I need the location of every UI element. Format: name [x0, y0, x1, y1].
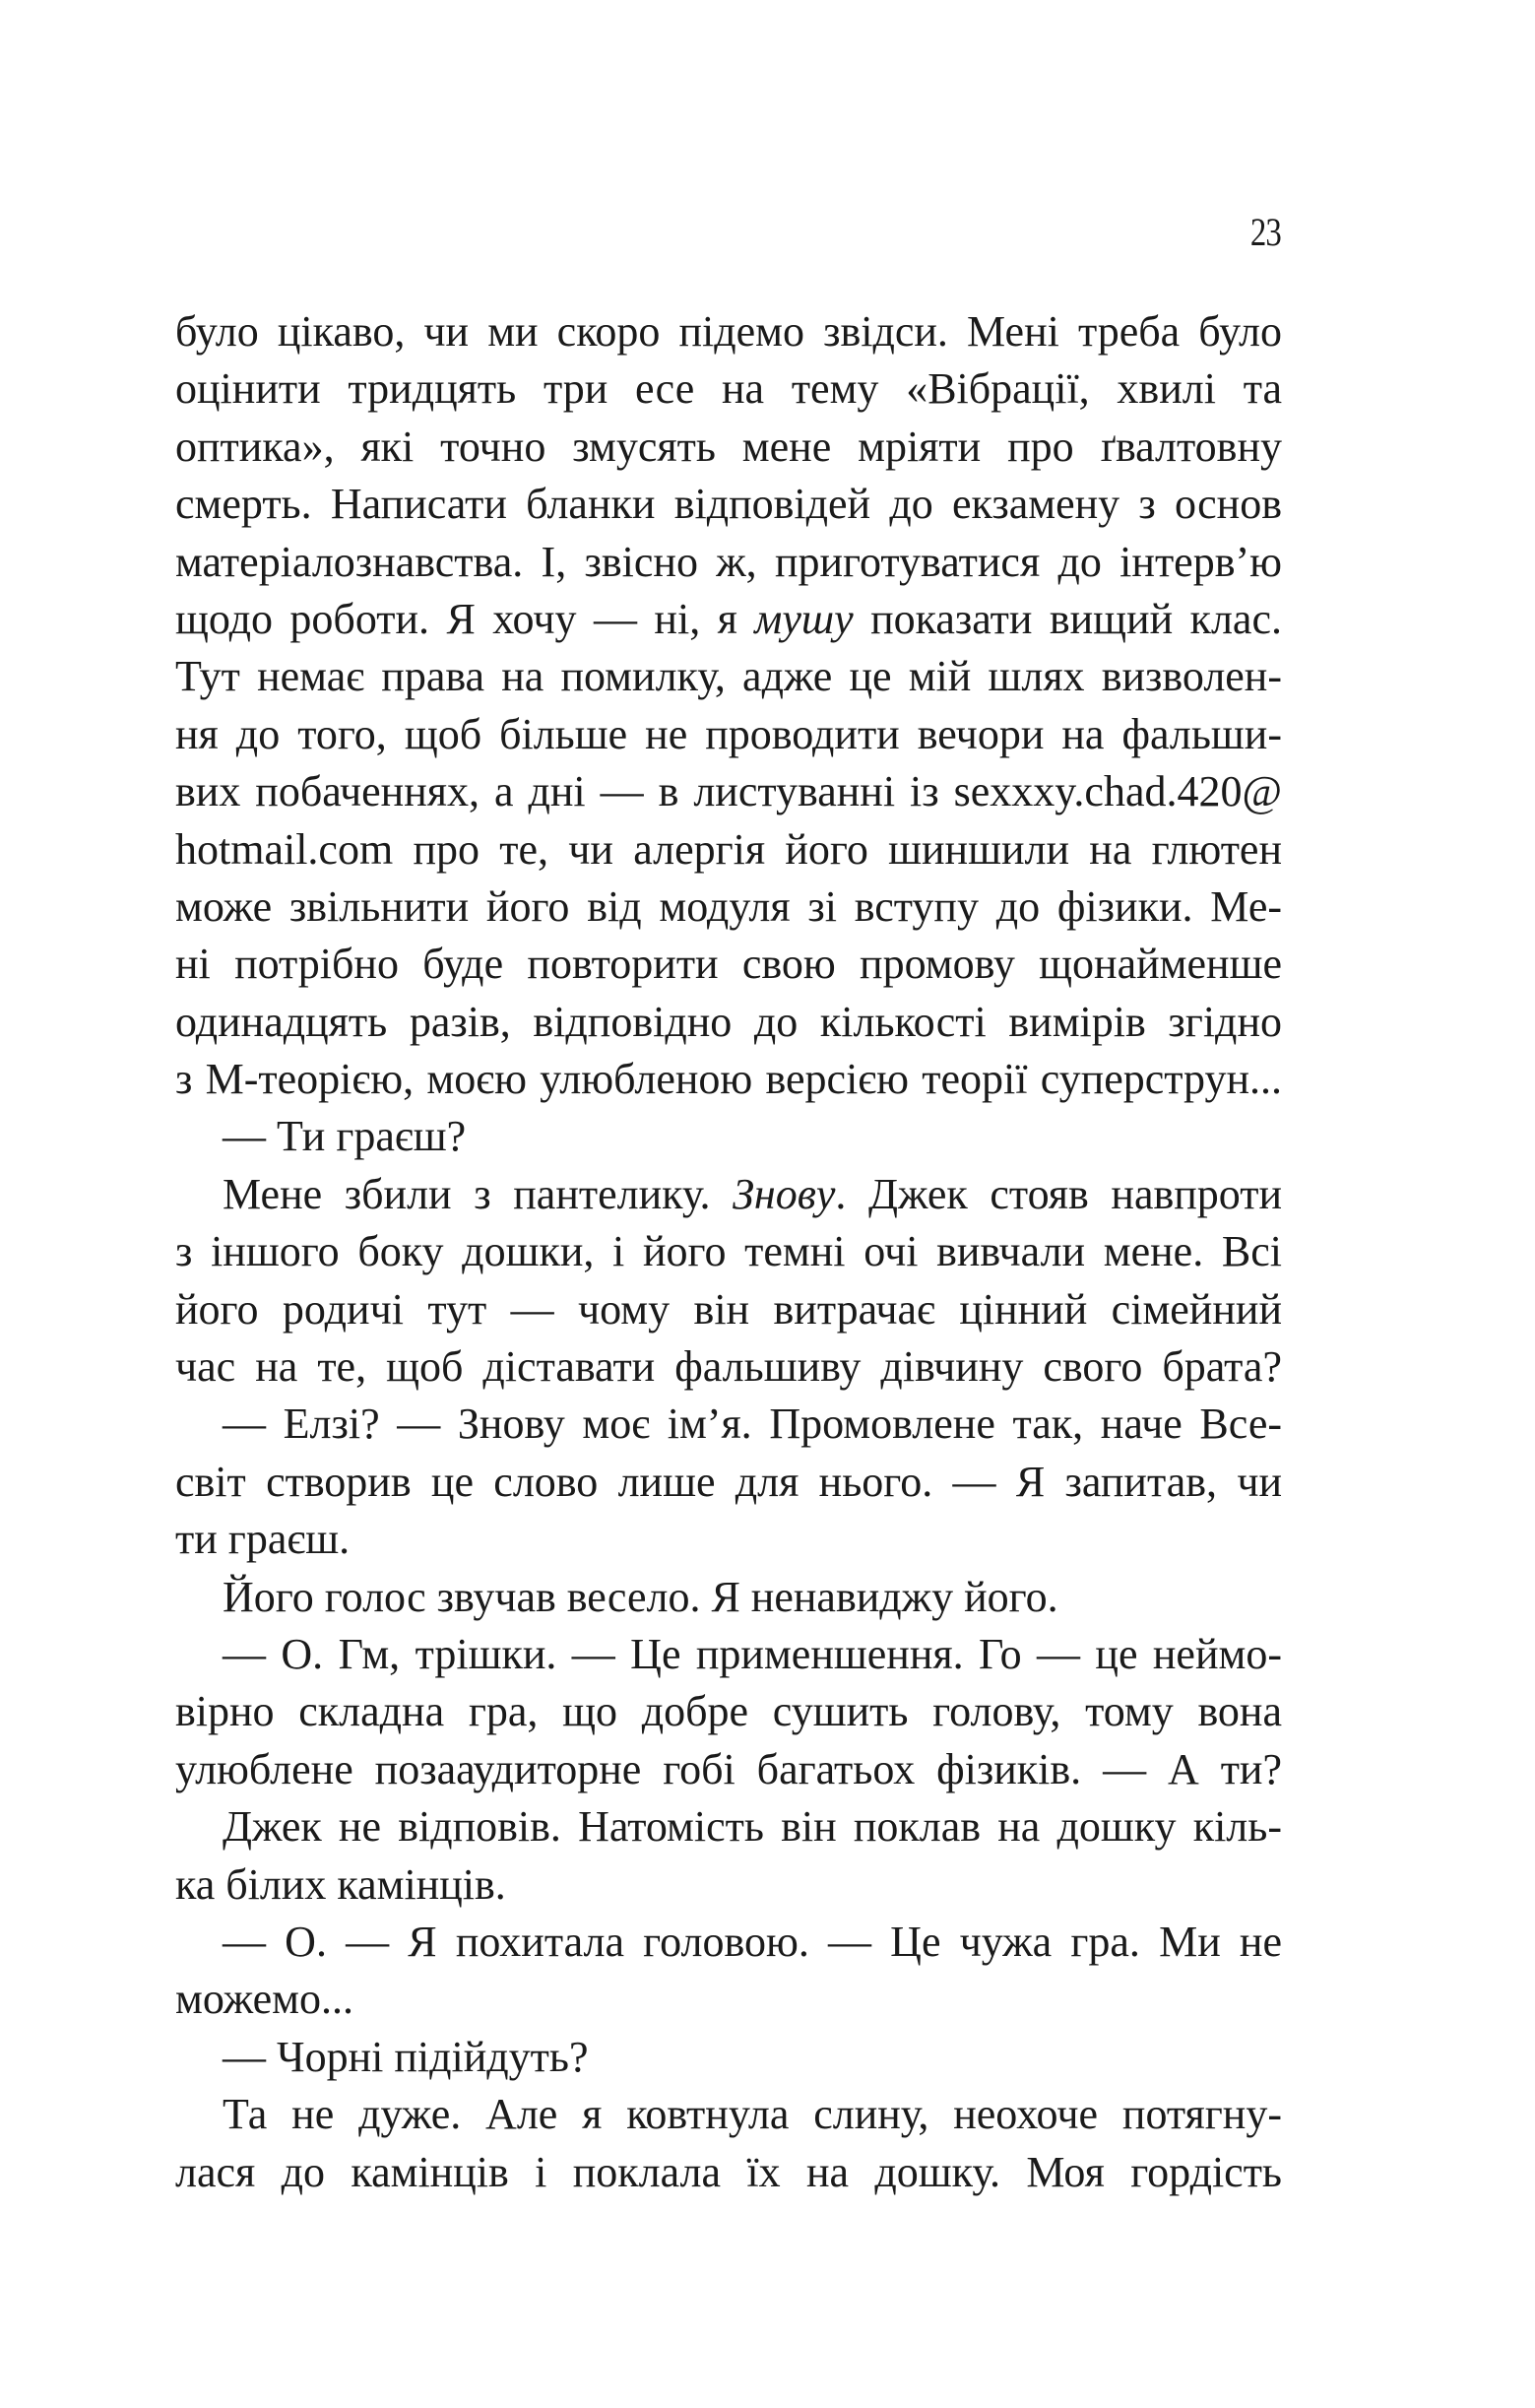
text-line: — Елзі? — Знову моє ім’я. Промовлене так, наче Все- [223, 1399, 1282, 1449]
text-line: Тут немає права на помилку, адже це мій шлях визволен- [175, 652, 1282, 701]
text-line: — О. — Я похитала головою. — Це чужа гра. Ми не [223, 1917, 1282, 1966]
emphasis: мушу [754, 594, 854, 643]
text-line: можемо... [175, 1975, 353, 2024]
text-segment: показати вищий клас. [853, 594, 1282, 643]
text-line: — О. Гм, трішки. — Це применшення. Го — це неймо- [223, 1629, 1282, 1678]
text-line [175, 1166, 1282, 1223]
text-line: ти граєш. [175, 1515, 351, 1564]
text-line: лася до камінців і поклала їх на дошку. Моя гордість [175, 2147, 1282, 2196]
text-line: його родичі тут — чому він витрачає цінний сімейний [175, 1284, 1282, 1334]
text-line: ня до того, щоб більше не проводити вечори на фальши- [175, 709, 1282, 758]
text-line: матеріалознавства. І, звісно ж, приготуватися до інтерв’ю [175, 537, 1282, 586]
text-line: оцінити тридцять три есе на тему «Вібрації, хвилі та [175, 364, 1282, 414]
text-line: з М-теорією, моєю улюбленою версією теорії суперструн... [175, 1055, 1282, 1104]
text-line: оптика», які точно змусять мене мріяти про ґвалтовну [175, 422, 1282, 471]
text-segment: щодо роботи. Я хочу — ні, я [175, 594, 755, 643]
text-line: hotmail.com про те, чи алергія його шиншили на глютен [175, 824, 1282, 874]
text-line: світ створив це слово лише для нього. — Я запитав, чи [175, 1457, 1282, 1506]
text-line: з іншого боку дошки, і його темні очі вивчали мене. Всі [175, 1227, 1282, 1276]
text-line: Його голос звучав весело. Я ненавиджу його. [223, 1572, 1058, 1621]
text-segment: . Джек стояв навпроти [835, 1169, 1282, 1218]
text-line: смерть. Написати бланки відповідей до екзамену з основ [175, 480, 1282, 529]
text-line: — Чорні підійдуть? [223, 2032, 589, 2081]
text-line: ні потрібно буде повторити свою промову щонайменше [175, 940, 1282, 989]
text-line: Джек не відповів. Натомість він поклав на дошку кіль- [223, 1802, 1282, 1852]
text-line: улюблене позааудиторне гобі багатьох фізиків. — А ти? [175, 1744, 1282, 1793]
text-line: було цікаво, чи ми скоро підемо звідси. Мені треба було [175, 307, 1282, 356]
text-line: — Ти граєш? [223, 1112, 467, 1161]
text-line: час на те, щоб діставати фальшиву дівчину свого брата? [175, 1342, 1282, 1392]
page-number: 23 [1249, 210, 1281, 254]
text-segment: Мене збили з пантелику. [223, 1169, 734, 1218]
text-line: Та не дуже. Але я ковтнула слину, неохоче потягну- [223, 2090, 1282, 2139]
body-text [175, 303, 1282, 2201]
text-line [175, 591, 1282, 648]
text-line: ка білих камінців. [175, 1859, 506, 1909]
text-line: одинадцять разів, відповідно до кількості вимірів згідно [175, 997, 1282, 1046]
text-line: вірно складна гра, що добре сушить голову, тому вона [175, 1687, 1282, 1736]
emphasis: Знову [733, 1169, 836, 1218]
text-line: вих побаченнях, а дні — в листуванні із sexxxy.chad.420@ [175, 767, 1282, 816]
text-line: може звільнити його від модуля зі вступу до фізики. Ме- [175, 881, 1282, 931]
